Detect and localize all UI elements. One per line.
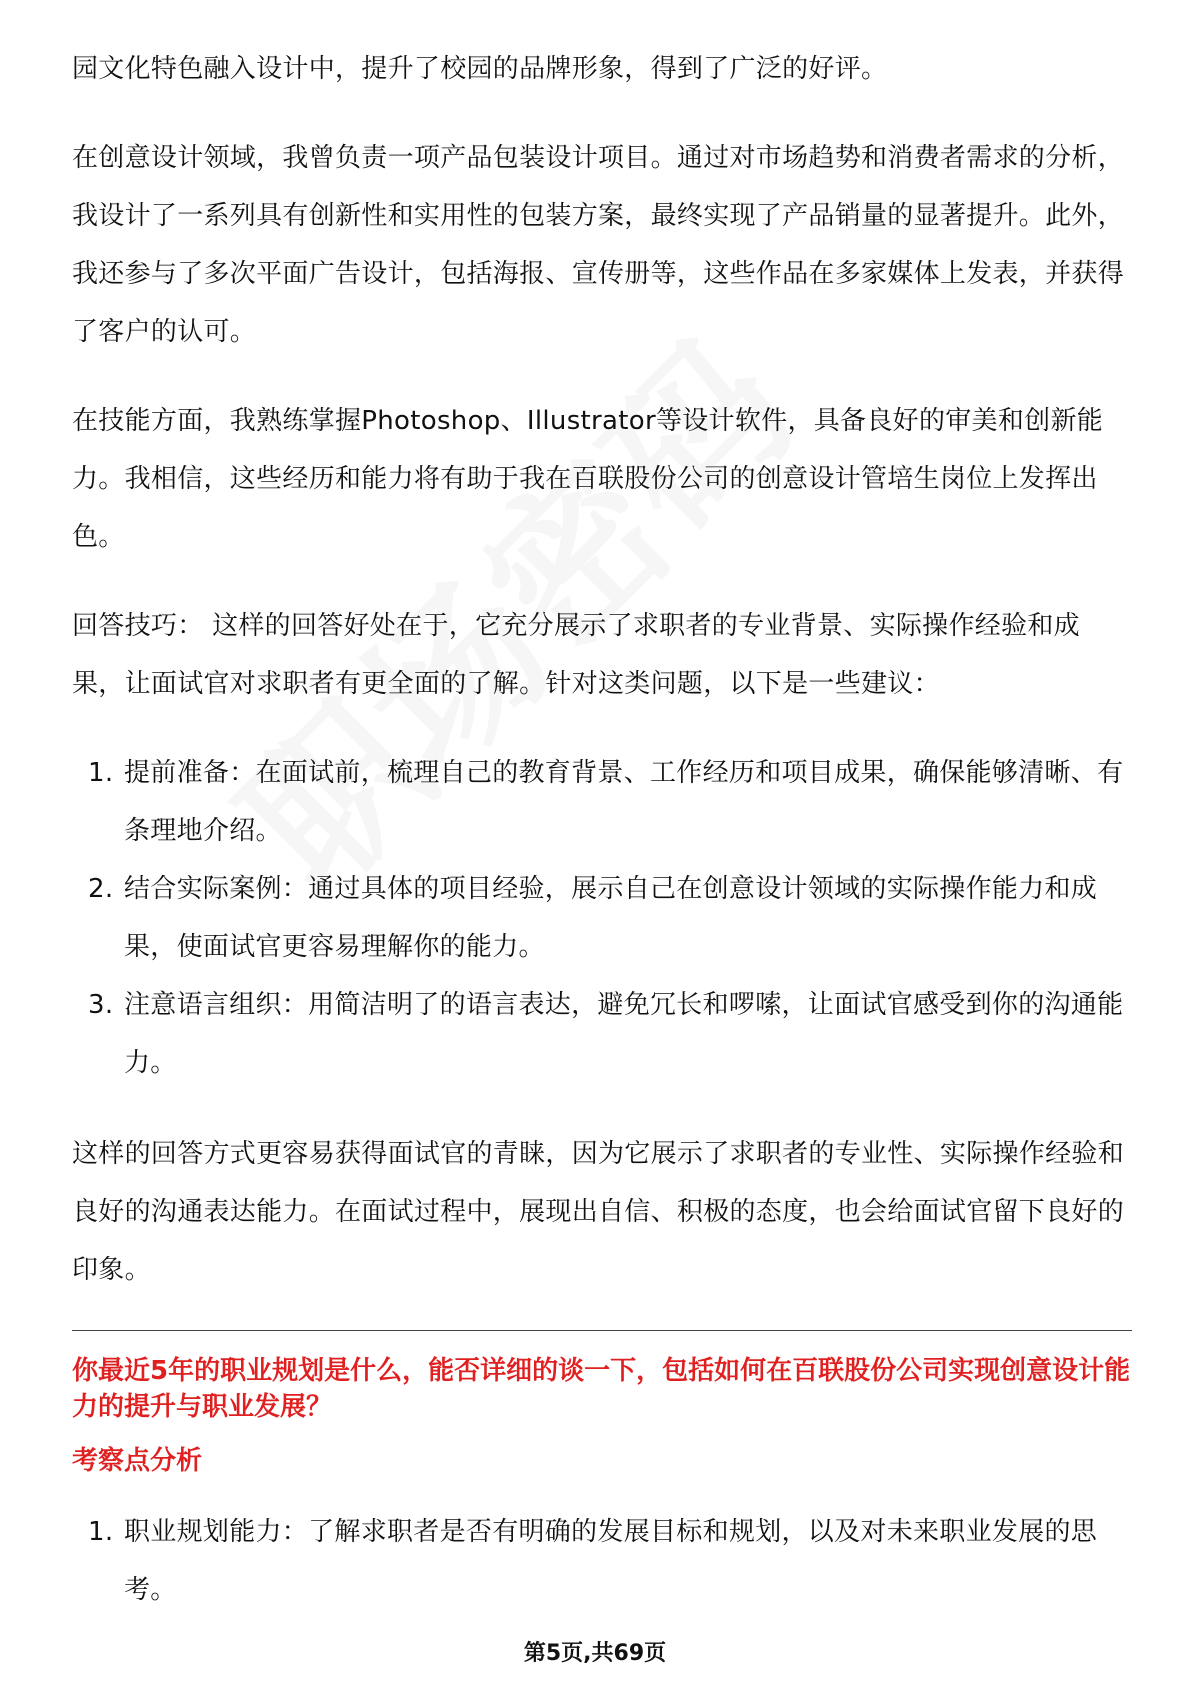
page-footer: 第5页,共69页 [523,1641,667,1666]
paragraph-creative-experience: 在创意设计领域，我曾负责一项产品包装设计项目。通过对市场趋势和消费者需求的分析，我设计了一系列具有创新性和实用性的包装方案，最终实现了产品销量的显著提升。此外，我还参与了多次平面广告设计，包括海报、宣传册等，这些作品在多家媒体上发表，并获得了客户的认可。 [72,143,1125,347]
paragraph-skills: 在技能方面，我熟练掌握Photoshop、Illustrator等设计软件，具备良好的审美和创新能力。我相信，这些经历和能力将有助于我在百联股份公司的创意设计管培生岗位上发挥出色。 [72,406,1104,552]
list-item [72,860,1132,976]
list-item [72,1503,1132,1619]
analysis-list [72,1503,1132,1619]
list-item-text: 职业规划能力：了解求职者是否有明确的发展目标和规划，以及对未来职业发展的思考。 [124,1517,1098,1605]
list-item [72,744,1132,860]
list-number: 3. [88,990,114,1020]
list-item-text: 提前准备：在面试前，梳理自己的教育背景、工作经历和项目成果，确保能够清晰、有条理地介绍。 [124,758,1124,846]
list-number: 1. [88,1517,114,1547]
list-number: 2. [88,874,114,904]
list-item-text: 注意语言组织：用简洁明了的语言表达，避免冗长和啰嗦，让面试官感受到你的沟通能力。 [124,990,1124,1078]
interview-question: 你最近5年的职业规划是什么，能否详细的谈一下，包括如何在百联股份公司实现创意设计能力的提升与职业发展？ [72,1356,1131,1422]
document-body [72,40,1132,1652]
list-number: 1. [88,758,114,788]
section-divider [72,1330,1132,1331]
paragraph-continuation: 园文化特色融入设计中，提升了校园的品牌形象，得到了广泛的好评。 [72,54,888,84]
list-item-text: 结合实际案例：通过具体的项目经验，展示自己在创意设计领域的实际操作能力和成果，使面试官更容易理解你的能力。 [124,874,1098,962]
list-item [72,976,1132,1092]
paragraph-answer-tips: 回答技巧： 这样的回答好处在于，它充分展示了求职者的专业背景、实际操作经验和成果，让面试官对求职者有更全面的了解。针对这类问题，以下是一些建议： [72,611,1080,699]
tips-list [72,744,1132,1092]
paragraph-closing: 这样的回答方式更容易获得面试官的青睐，因为它展示了求职者的专业性、实际操作经验和良好的沟通表达能力。在面试过程中，展现出自信、积极的态度，也会给面试官留下良好的印象。 [72,1139,1125,1285]
section-title: 考察点分析 [72,1446,203,1476]
